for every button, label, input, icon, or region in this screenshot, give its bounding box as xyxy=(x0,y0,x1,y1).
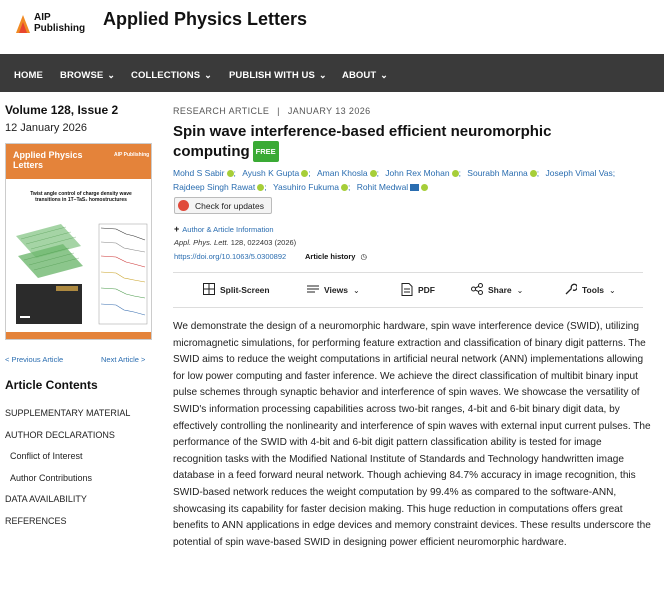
pdf-label: PDF xyxy=(418,285,435,295)
chevron-down-icon: ⌄ xyxy=(318,70,327,80)
chevron-down-icon: ⌄ xyxy=(204,70,212,80)
orcid-icon[interactable] xyxy=(421,184,428,191)
wrench-icon xyxy=(565,283,577,295)
aip-publishing-logo[interactable] xyxy=(14,10,94,42)
logo-line2: Publishing xyxy=(34,23,86,34)
doi-link[interactable]: https://doi.org/10.1063/5.0300892 xyxy=(174,252,287,261)
tools-dropdown[interactable] xyxy=(582,285,616,295)
orcid-icon[interactable] xyxy=(530,170,537,177)
cover-artwork xyxy=(6,144,152,340)
toc-data-availability[interactable]: DATA AVAILABILITY xyxy=(5,494,87,504)
article-meta xyxy=(173,106,371,116)
author-link[interactable]: Aman Khosla xyxy=(317,168,368,178)
chevron-down-icon: ⌄ xyxy=(609,286,616,295)
tools-label: Tools xyxy=(582,285,605,295)
nav-about[interactable] xyxy=(342,70,388,81)
author-link[interactable]: Mohd S Sabir xyxy=(173,168,225,178)
split-screen-button[interactable] xyxy=(220,285,270,295)
split-screen-icon xyxy=(203,283,215,295)
orcid-icon[interactable] xyxy=(301,170,308,177)
check-for-updates-button[interactable] xyxy=(174,197,272,214)
logo-text xyxy=(34,12,85,34)
chevron-down-icon: ⌄ xyxy=(352,286,360,295)
meta-separator: | xyxy=(277,106,280,116)
citation xyxy=(174,238,296,247)
nav-publish-label: PUBLISH WITH US xyxy=(229,70,315,81)
author-link[interactable]: Rajdeep Singh Rawat xyxy=(173,182,256,192)
previous-article-link[interactable]: < Previous Article xyxy=(5,355,64,364)
views-dropdown[interactable] xyxy=(324,285,360,295)
author-article-info-toggle[interactable] xyxy=(174,224,274,234)
nav-collections-label: COLLECTIONS xyxy=(131,70,201,81)
clock-icon: ◷ xyxy=(360,252,368,261)
issue-cover-image[interactable] xyxy=(5,143,152,340)
cover-journal-title: Applied Physics Letters xyxy=(13,150,83,170)
citation-journal: Appl. Phys. Lett. xyxy=(174,238,229,247)
toc-author-contributions[interactable]: Author Contributions xyxy=(10,473,93,483)
next-article-link[interactable]: Next Article > xyxy=(101,355,146,364)
share-icon xyxy=(471,283,483,295)
pdf-icon xyxy=(401,283,413,296)
share-dropdown[interactable] xyxy=(488,285,523,295)
author-link[interactable]: Joseph Vimal Vas xyxy=(545,168,613,178)
toc-conflict-of-interest[interactable]: Conflict of Interest xyxy=(10,451,83,461)
chevron-down-icon: ⌄ xyxy=(380,70,388,80)
split-screen-label: Split-Screen xyxy=(220,285,270,295)
orcid-icon[interactable] xyxy=(341,184,348,191)
nav-browse[interactable] xyxy=(60,70,115,81)
plus-icon: + xyxy=(174,224,180,234)
author-list: Mohd S Sabir ; Ayush K Gupta ; Aman Khosla ; John Rex Mohan ; Sourabh Manna ; Joseph Vimal Vas; Rajdeep Singh Rawat ; Yasuhiro Fukuma ; Rohit Medwal xyxy=(173,168,616,192)
free-badge: FREE xyxy=(253,141,279,162)
author-info-label: Author & Article Information xyxy=(182,225,274,234)
site-header xyxy=(0,0,664,54)
article-contents-heading: Article Contents xyxy=(5,378,98,392)
aip-logo-icon xyxy=(14,13,32,37)
issue-date: 12 January 2026 xyxy=(5,122,87,134)
journal-title[interactable]: Applied Physics Letters xyxy=(103,9,308,29)
crossmark-icon xyxy=(178,200,189,211)
share-label: Share xyxy=(488,285,512,295)
views-label: Views xyxy=(324,285,348,295)
citation-details: 128, 022403 (2026) xyxy=(228,238,297,247)
pdf-button[interactable] xyxy=(418,285,435,295)
author-link[interactable]: John Rex Mohan xyxy=(385,168,450,178)
article-title xyxy=(173,122,628,162)
article-history-toggle[interactable] xyxy=(305,252,367,261)
author-link[interactable]: Rohit Medwal xyxy=(356,182,409,192)
article-pub-date: JANUARY 13 2026 xyxy=(287,106,371,116)
main-nav xyxy=(0,54,664,92)
nav-home[interactable] xyxy=(14,70,43,81)
check-updates-label: Check for updates xyxy=(195,201,264,211)
author-link[interactable]: Yasuhiro Fukuma xyxy=(272,182,339,192)
author-link[interactable]: Ayush K Gupta xyxy=(242,168,300,178)
article-title-text: Spin wave interference-based efficient neuromorphic computing xyxy=(173,123,552,160)
toc-references[interactable]: REFERENCES xyxy=(5,516,67,526)
views-icon xyxy=(307,283,319,295)
article-type: RESEARCH ARTICLE xyxy=(173,106,270,116)
cover-article-title: Twist angle control of charge density wave transitions in 1T–TaS₂ homostructures xyxy=(30,191,132,203)
nav-collections[interactable] xyxy=(131,70,212,81)
chevron-down-icon: ⌄ xyxy=(516,286,524,295)
issue-volume[interactable]: Volume 128, Issue 2 xyxy=(5,103,119,117)
toc-author-declarations[interactable]: AUTHOR DECLARATIONS xyxy=(5,430,115,440)
orcid-icon[interactable] xyxy=(370,170,377,177)
abstract-text: We demonstrate the design of a neuromorphic hardware, spin wave interference device (SWID), utilizing micromagnetic simulations, for performing feature extraction and classification of binary digit patterns. The SWID aims to reduce the weight computations in artificial neural network (ANN) implementations allowing for low power computing and faster inference. We achieve the direct classification of multibit binary input pulse schemes through synaptic behavior and interference of spin waves. We showcase the versatility of SWID's information processing capabilities across two-bit ranges, 4-bit and 6-bit binary digit data, by effectively controlling the nonlinearity and interference of spin waves with external input current pulses. The performance of the SWID with 4-bit and 6-bit digit pattern classification ability is tested for image recognition tasks with the Modified National Institute of Standards and Technology handwritten image database in a feed forward neural network. Though achieving 84.7% accuracy in image recognition, this SWID-based network reduces the weight computation by 99.4% as compared to the software-ANN, showcasing its capability for faster decision making. This huge reduction in computations offers great benefits to ANN applications in edge devices and memory constraint devices. These results underscore the potential of spin wave-based SWID in designing power efficient neuromorphic hardware. xyxy=(173,321,651,548)
nav-about-label: ABOUT xyxy=(342,70,377,81)
article-toolbar xyxy=(173,272,643,308)
email-icon[interactable] xyxy=(410,184,419,191)
author-link[interactable]: Sourabh Manna xyxy=(467,168,528,178)
orcid-icon[interactable] xyxy=(257,184,264,191)
logo-line1: AIP xyxy=(34,12,51,23)
toc-supplementary-material[interactable]: SUPPLEMENTARY MATERIAL xyxy=(5,408,131,418)
orcid-icon[interactable] xyxy=(227,170,234,177)
cover-publisher: AIP Publishing xyxy=(114,152,150,158)
orcid-icon[interactable] xyxy=(452,170,459,177)
nav-home-label: HOME xyxy=(14,70,43,81)
nav-publish[interactable] xyxy=(229,70,327,81)
nav-browse-label: BROWSE xyxy=(60,70,104,81)
chevron-down-icon: ⌄ xyxy=(107,70,116,80)
history-label: Article history xyxy=(305,252,356,261)
